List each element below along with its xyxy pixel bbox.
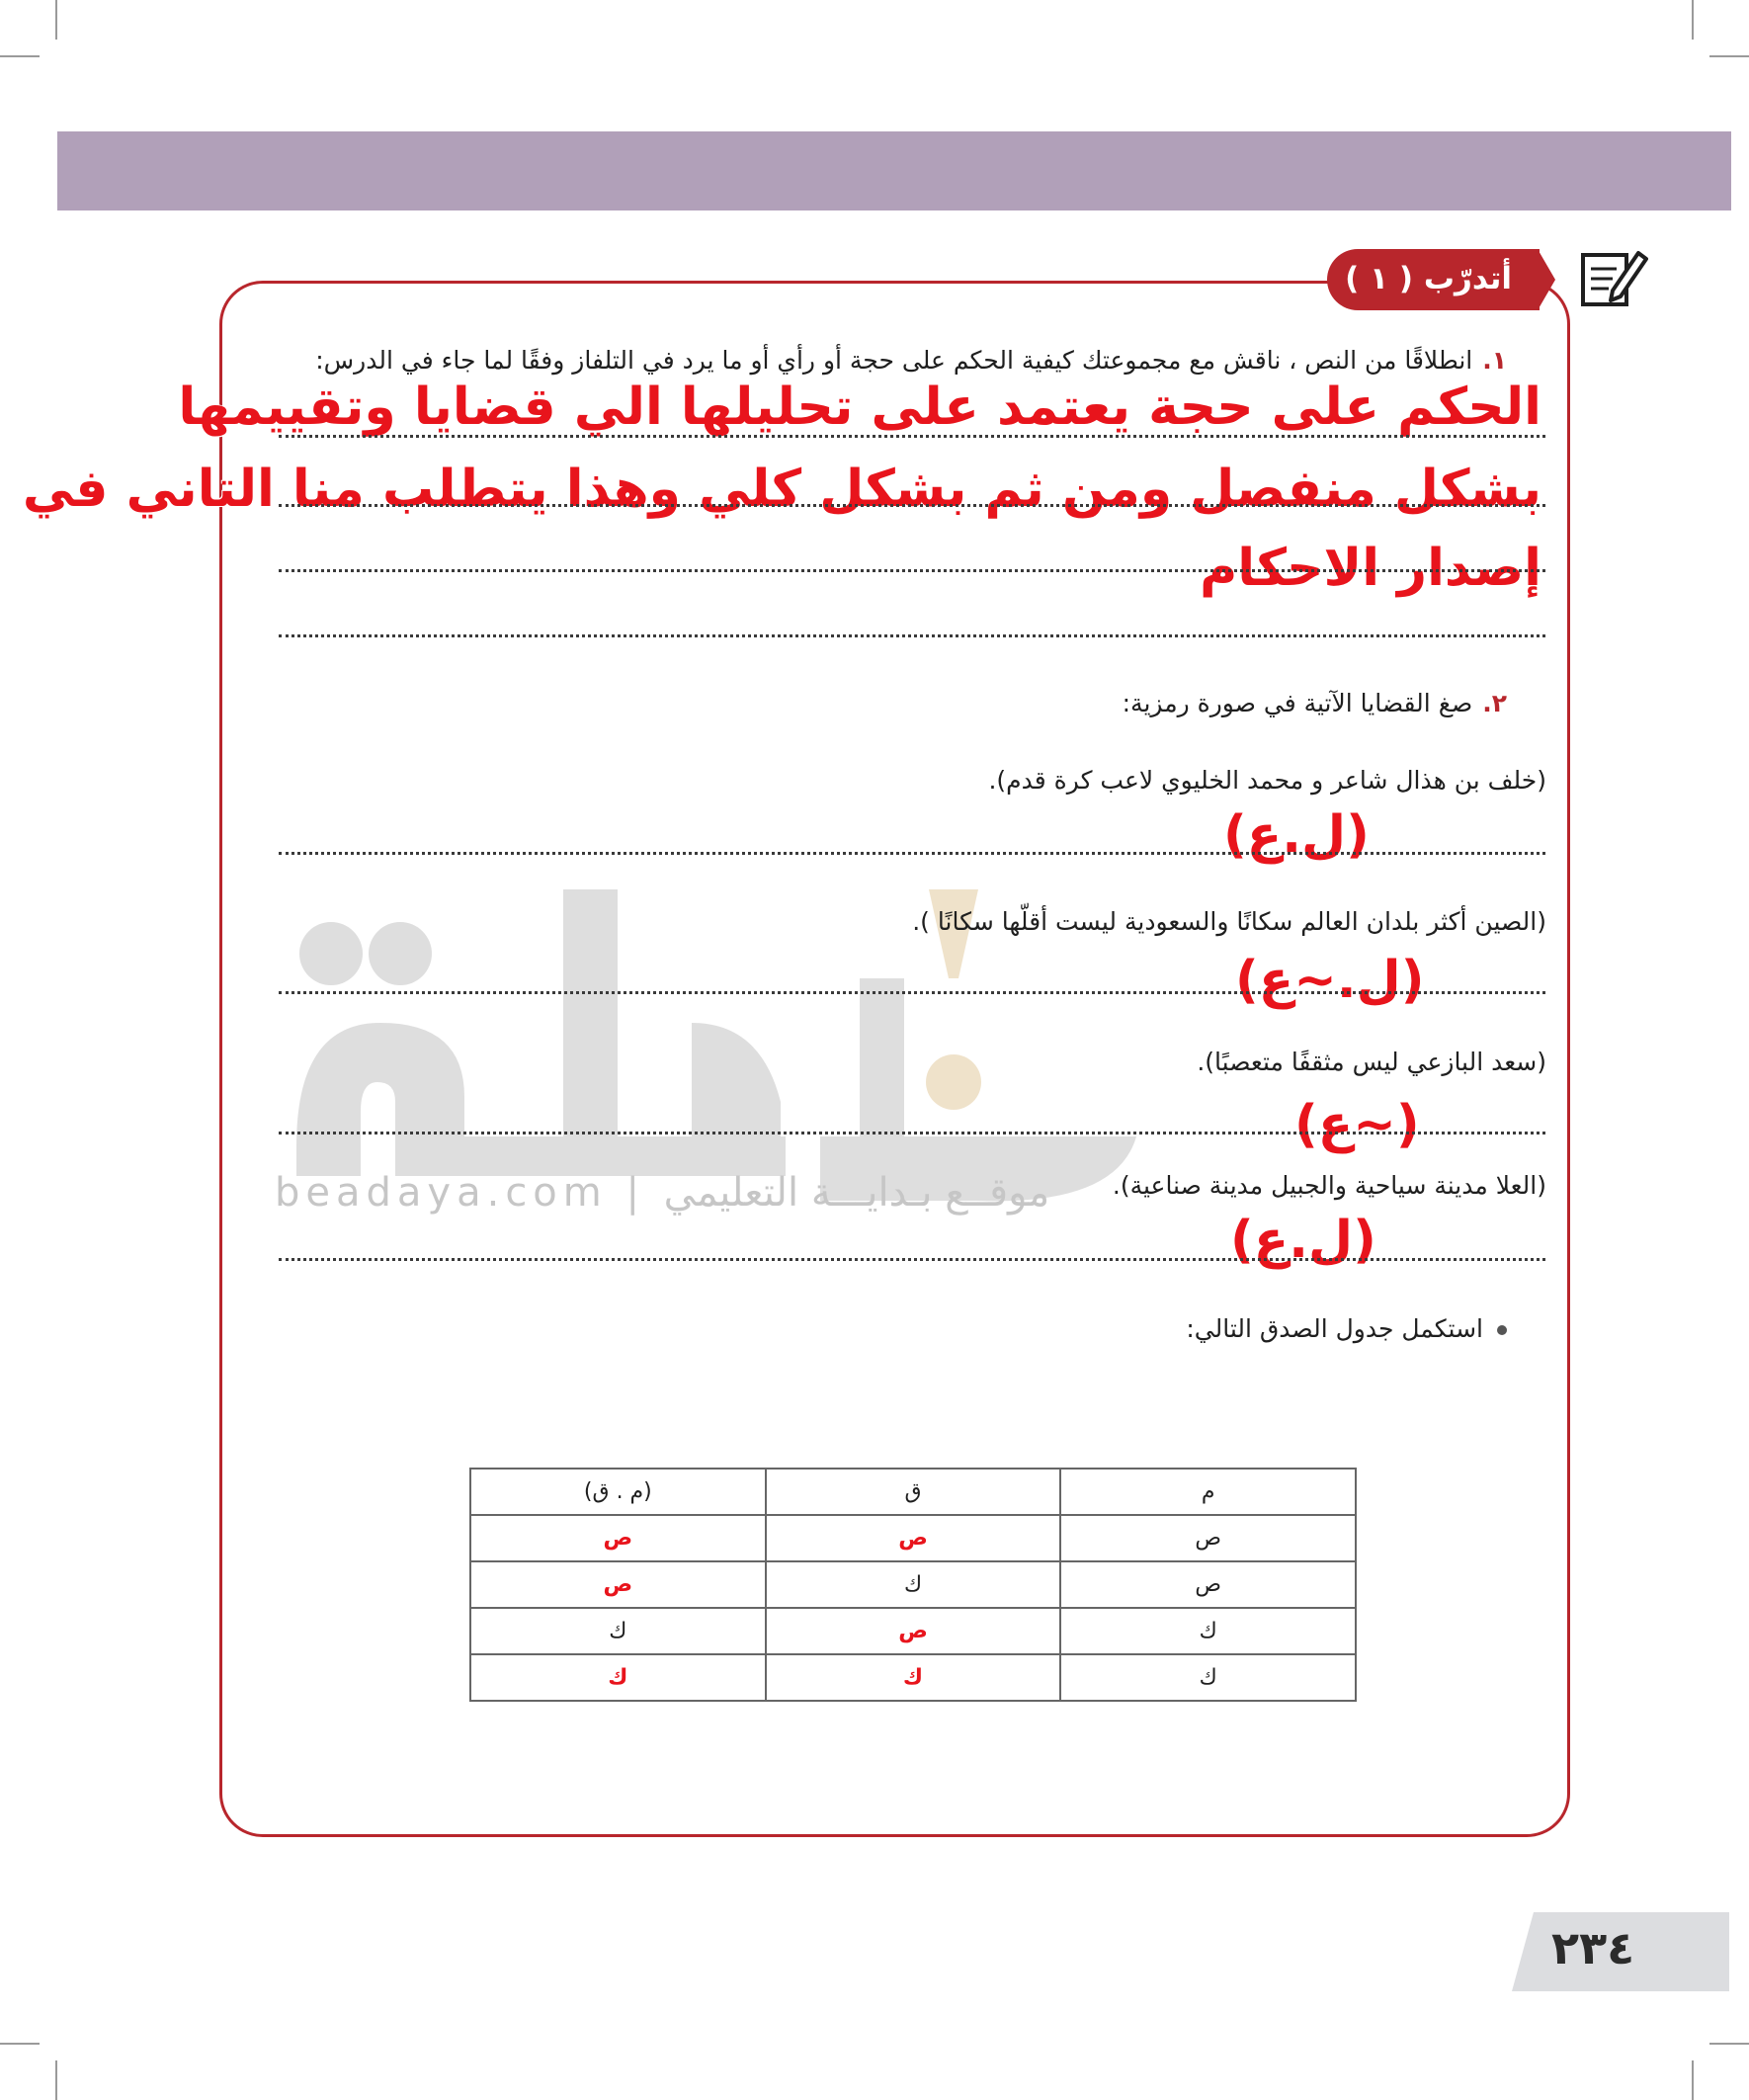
crop-mark <box>0 2043 40 2045</box>
bullet-icon <box>1497 1325 1507 1335</box>
table-header-row <box>470 1469 1356 1515</box>
table-cell: ص <box>1060 1561 1356 1608</box>
exercise-tab-notch <box>1538 249 1555 310</box>
answer-dotted-line <box>279 1132 1545 1134</box>
q3-prompt <box>1186 1314 1507 1343</box>
q2-answer: (~ع) <box>1294 1095 1420 1154</box>
table-cell: ك <box>1060 1608 1356 1654</box>
q1-answer-line: بشكل منفصل ومن ثم بشكل كلي وهذا يتطلب منا التاني في <box>22 460 1541 519</box>
crop-mark <box>55 2060 57 2100</box>
table-cell-answer: ك <box>470 1654 766 1701</box>
header-band <box>57 131 1731 210</box>
q2-prompt <box>1123 689 1507 717</box>
answer-dotted-line <box>279 435 1545 438</box>
q2-statement: (خلف بن هذال شاعر و محمد الخليوي لاعب كرة قدم). <box>988 766 1546 795</box>
answer-dotted-line <box>279 504 1545 507</box>
truth-table <box>469 1468 1357 1702</box>
table-cell-answer: ص <box>766 1608 1061 1654</box>
crop-mark <box>0 55 40 57</box>
answer-dotted-line <box>279 1258 1545 1261</box>
watermark-text: beadaya.com | موقــع بـدايـــة التعليمي <box>275 1170 1050 1216</box>
q2-statement: (سعد البازعي ليس مثقفًا متعصبًا). <box>1197 1048 1546 1076</box>
answer-dotted-line <box>279 569 1545 572</box>
q1-answer-line: الحكم على حجة يعتمد على تحليلها الي قضايا وتقييمها <box>178 378 1541 437</box>
crop-mark <box>55 0 57 40</box>
crop-mark <box>1709 2043 1749 2045</box>
table-cell: ص <box>1060 1515 1356 1561</box>
answer-dotted-line <box>279 991 1545 994</box>
table-header: ق <box>766 1469 1061 1515</box>
crop-mark <box>1709 55 1749 57</box>
q1-prompt <box>315 346 1507 375</box>
q2-answer: (ل.ع) <box>1230 1211 1376 1270</box>
answer-dotted-line <box>279 852 1545 855</box>
table-cell-answer: ص <box>470 1515 766 1561</box>
exercise-tab <box>1327 249 1540 310</box>
crop-mark <box>1692 0 1694 40</box>
table-cell: ك <box>470 1608 766 1654</box>
watermark-logo <box>267 850 1146 1206</box>
answer-dotted-line <box>279 634 1545 637</box>
table-row <box>470 1515 1356 1561</box>
q2-statement: (العلا مدينة سياحية والجبيل مدينة صناعية). <box>1112 1171 1546 1200</box>
table-row <box>470 1561 1356 1608</box>
q2-answer: (ل.~ع) <box>1235 951 1425 1010</box>
q2-number: ٢. <box>1482 689 1507 717</box>
q2-prompt-text: صغ القضايا الآتية في صورة رمزية: <box>1122 689 1473 717</box>
q2-statement: (الصين أكثر بلدان العالم سكانًا والسعودية ليست أقلّها سكانًا ). <box>912 907 1546 936</box>
table-row <box>470 1608 1356 1654</box>
table-cell-answer: ص <box>766 1515 1061 1561</box>
q2-answer: (ل.ع) <box>1223 805 1370 865</box>
table-row <box>470 1654 1356 1701</box>
q3-prompt-text: استكمل جدول الصدق التالي: <box>1186 1314 1483 1343</box>
table-header: (م . ق) <box>470 1469 766 1515</box>
table-cell: ك <box>766 1561 1061 1608</box>
page-number: ٢٣٤ <box>1551 1921 1635 1974</box>
q1-prompt-text: انطلاقًا من النص ، ناقش مع مجموعتك كيفية الحكم على حجة أو رأي أو ما يرد في التلفاز وفقًا لما جاء في الدرس: <box>315 346 1473 375</box>
table-cell-answer: ص <box>470 1561 766 1608</box>
q1-number: ١. <box>1482 346 1507 375</box>
table-cell-answer: ك <box>766 1654 1061 1701</box>
q1-answer-line: إصدار الاحكام <box>1200 539 1541 598</box>
table-header: م <box>1060 1469 1356 1515</box>
pencil-paper-icon <box>1579 245 1648 308</box>
table-cell: ك <box>1060 1654 1356 1701</box>
exercise-tab-label: أتدرّب ( ١ ) <box>1345 261 1512 296</box>
crop-mark <box>1692 2060 1694 2100</box>
